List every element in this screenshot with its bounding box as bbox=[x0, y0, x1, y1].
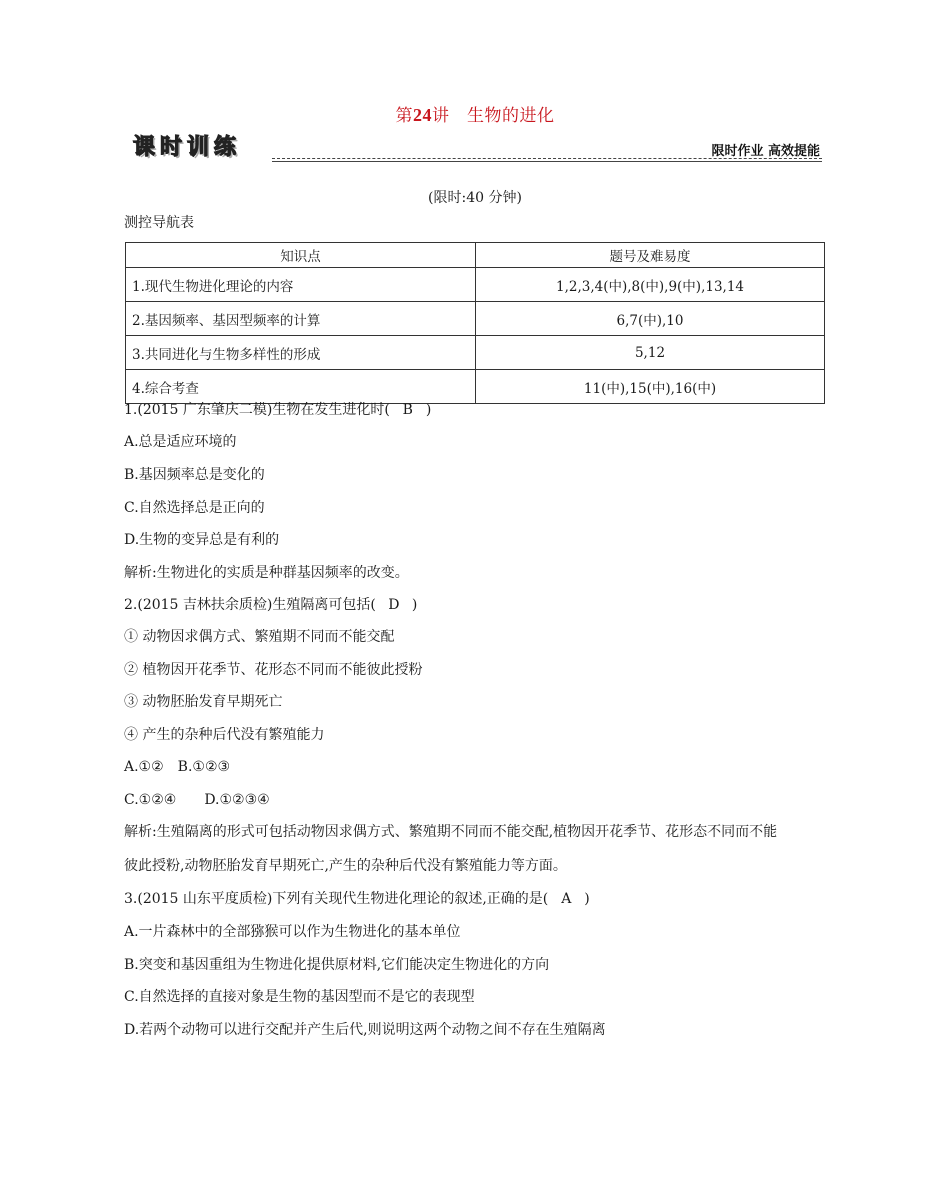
navigation-table bbox=[125, 242, 825, 404]
banner-subtitle: 限时作业 高效提能 bbox=[711, 144, 820, 159]
question-2-answer: D bbox=[388, 597, 400, 613]
table-cell-items: 1,2,3,4(中),8(中),9(中),13,14 bbox=[476, 268, 825, 302]
question-3-answer: A bbox=[561, 891, 572, 907]
table-cell-topic: 2.基因频率、基因型频率的计算 bbox=[126, 302, 476, 336]
table-row bbox=[126, 302, 825, 336]
question-2-stem: 2.(2015 吉林扶余质检)生殖隔离可包括( D ) bbox=[124, 597, 418, 613]
table-header-cell: 知识点 bbox=[126, 243, 476, 268]
table-cell-topic: 4.综合考查 bbox=[126, 370, 476, 404]
banner-logo: 课 时 训 练 bbox=[133, 135, 237, 160]
question-2-statement: ③ 动物胚胎发育早期死亡 bbox=[124, 694, 283, 710]
question-1-option: B.基因频率总是变化的 bbox=[124, 467, 265, 483]
question-2-statement: ② 植物因开花季节、花形态不同而不能彼此授粉 bbox=[124, 662, 423, 678]
question-1-stem: 1.(2015 广东肇庆二模)生物在发生进化时( B ) bbox=[124, 402, 432, 418]
table-cell-items: 11(中),15(中),16(中) bbox=[476, 370, 825, 404]
question-1-analysis: 解析:生物进化的实质是种群基因频率的改变。 bbox=[124, 565, 409, 581]
table-cell-topic: 3.共同进化与生物多样性的形成 bbox=[126, 336, 476, 370]
question-3-option: A.一片森林中的全部猕猴可以作为生物进化的基本单位 bbox=[124, 924, 461, 940]
page-title: 第24讲 生物的进化 bbox=[395, 105, 555, 126]
question-2-analysis: 解析:生殖隔离的形式可包括动物因求偶方式、繁殖期不同而不能交配,植物因开花季节、花形态不同而不能 bbox=[124, 824, 778, 840]
question-2-statement: ④ 产生的杂种后代没有繁殖能力 bbox=[124, 727, 325, 743]
table-row bbox=[126, 268, 825, 302]
table-cell-items: 5,12 bbox=[476, 336, 825, 370]
section-banner bbox=[132, 134, 822, 164]
question-2-analysis: 彼此授粉,动物胚胎发育早期死亡,产生的杂种后代没有繁殖能力等方面。 bbox=[124, 858, 567, 874]
question-3-stem: 3.(2015 山东平度质检)下列有关现代生物进化理论的叙述,正确的是( A ) bbox=[124, 891, 590, 907]
table-caption: 测控导航表 bbox=[124, 215, 194, 231]
banner-divider bbox=[272, 161, 822, 162]
question-1-option: D.生物的变异总是有利的 bbox=[124, 532, 280, 548]
question-3-option: D.若两个动物可以进行交配并产生后代,则说明这两个动物之间不存在生殖隔离 bbox=[124, 1022, 606, 1038]
table-cell-items: 6,7(中),10 bbox=[476, 302, 825, 336]
question-3-option: B.突变和基因重组为生物进化提供原材料,它们能决定生物进化的方向 bbox=[124, 957, 550, 973]
time-limit: (限时:40 分钟) bbox=[428, 190, 522, 206]
table-cell-topic: 1.现代生物进化理论的内容 bbox=[126, 268, 476, 302]
table-row bbox=[126, 336, 825, 370]
question-2-options: C.①②④ D.①②③④ bbox=[124, 792, 270, 808]
question-1-option: A.总是适应环境的 bbox=[124, 434, 237, 450]
question-3-option: C.自然选择的直接对象是生物的基因型而不是它的表现型 bbox=[124, 989, 475, 1005]
question-1-option: C.自然选择总是正向的 bbox=[124, 500, 265, 516]
question-1-answer: B bbox=[402, 402, 413, 418]
question-2-options: A.①② B.①②③ bbox=[124, 759, 231, 775]
table-header-row bbox=[126, 243, 825, 268]
question-2-statement: ① 动物因求偶方式、繁殖期不同而不能交配 bbox=[124, 629, 395, 645]
table-header-cell: 题号及难易度 bbox=[476, 243, 825, 268]
table-row bbox=[126, 370, 825, 404]
